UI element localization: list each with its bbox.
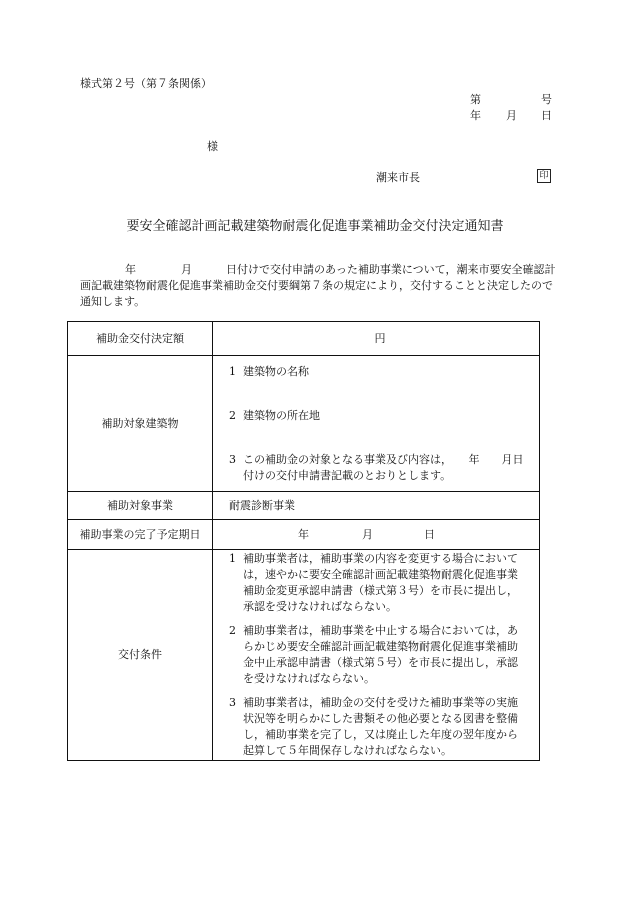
item-number: 2: [229, 624, 236, 637]
body-text: 日付けで交付申請のあった補助事業について，潮来市要安全確認計画記載建築物耐震化促進事業補助金交付要綱第７条の規定により，交付することと決定したので通知します。: [80, 263, 556, 308]
conditions-items: [213, 550, 540, 761]
completion-date: [213, 520, 540, 550]
document-title: 要安全確認計画記載建築物耐震化促進事業補助金交付決定通知書: [126, 219, 504, 234]
table-row-project: [68, 492, 540, 520]
completion-month: 月: [362, 527, 373, 541]
notification-body: [80, 262, 560, 310]
building-items: [213, 356, 540, 492]
project-label: 補助対象事業: [68, 492, 213, 520]
item-number: 2: [229, 408, 236, 422]
item-text: この補助金の対象となる事業及び内容は， 年 月日付けの交付申請書記載のとおりとします。: [243, 452, 524, 482]
amount-label: 補助金交付決定額: [68, 322, 213, 356]
project-value: 耐震診断事業: [213, 492, 540, 520]
item-text: 補助事業者は，補助事業を中止する場合においては，あらかじめ要安全確認計画記載建築物耐震化促進事業補助金中止承認申請書（様式第５号）を市長に提出し，承認を受けなければならない。: [243, 624, 518, 685]
date-month-label: 月: [506, 109, 517, 122]
item-number: 1: [229, 364, 236, 378]
table-row-completion: [68, 520, 540, 550]
seal-stamp: 印: [537, 169, 551, 183]
amount-value: 円: [213, 322, 540, 356]
item-text: 補助事業者は，補助金の交付を受けた補助事業等の実施状況等を明らかにした書類その他必要となる図書を整備し，補助事業を完了し，又は廃止した年度の翌年度から起算して５年間保存しなければならない。: [243, 696, 518, 757]
document-number-suffix: 号: [541, 93, 552, 106]
table-row-conditions: [68, 550, 540, 761]
body-year: 年: [125, 263, 136, 276]
condition-item-3: [229, 695, 531, 759]
item-number: 3: [229, 696, 236, 709]
conditions-label: 交付条件: [68, 550, 213, 761]
item-number: 1: [229, 552, 236, 565]
form-number: 様式第２号（第７条関係）: [80, 77, 212, 90]
completion-day: 日: [424, 527, 435, 541]
item-text: 建築物の名称: [243, 364, 309, 378]
addressee-honorific: 様: [207, 140, 218, 153]
building-item-scope: [229, 452, 531, 484]
item-text: 建築物の所在地: [243, 408, 320, 422]
grant-details-table: [67, 321, 540, 761]
condition-item-1: [229, 551, 531, 615]
completion-label: 補助事業の完了予定期日: [68, 520, 213, 550]
date-year-label: 年: [470, 109, 481, 122]
completion-year: 年: [298, 527, 309, 541]
issuer-name: 潮来市長: [376, 171, 420, 184]
date-day-label: 日: [541, 109, 552, 122]
building-item-location: [229, 408, 531, 424]
item-number: 3: [229, 452, 236, 466]
condition-item-2: [229, 623, 531, 687]
table-row-building: [68, 356, 540, 492]
item-text: 補助事業者は，補助事業の内容を変更する場合においては，速やかに要安全確認計画記載建築物耐震化促進事業補助金変更承認申請書（様式第３号）を市長に提出し，承認を受けなければならない。: [243, 552, 518, 613]
body-month: 月: [181, 263, 192, 276]
building-item-name: [229, 364, 531, 380]
building-label: 補助対象建築物: [68, 356, 213, 492]
table-row-amount: [68, 322, 540, 356]
document-number-label: 第: [470, 93, 481, 106]
